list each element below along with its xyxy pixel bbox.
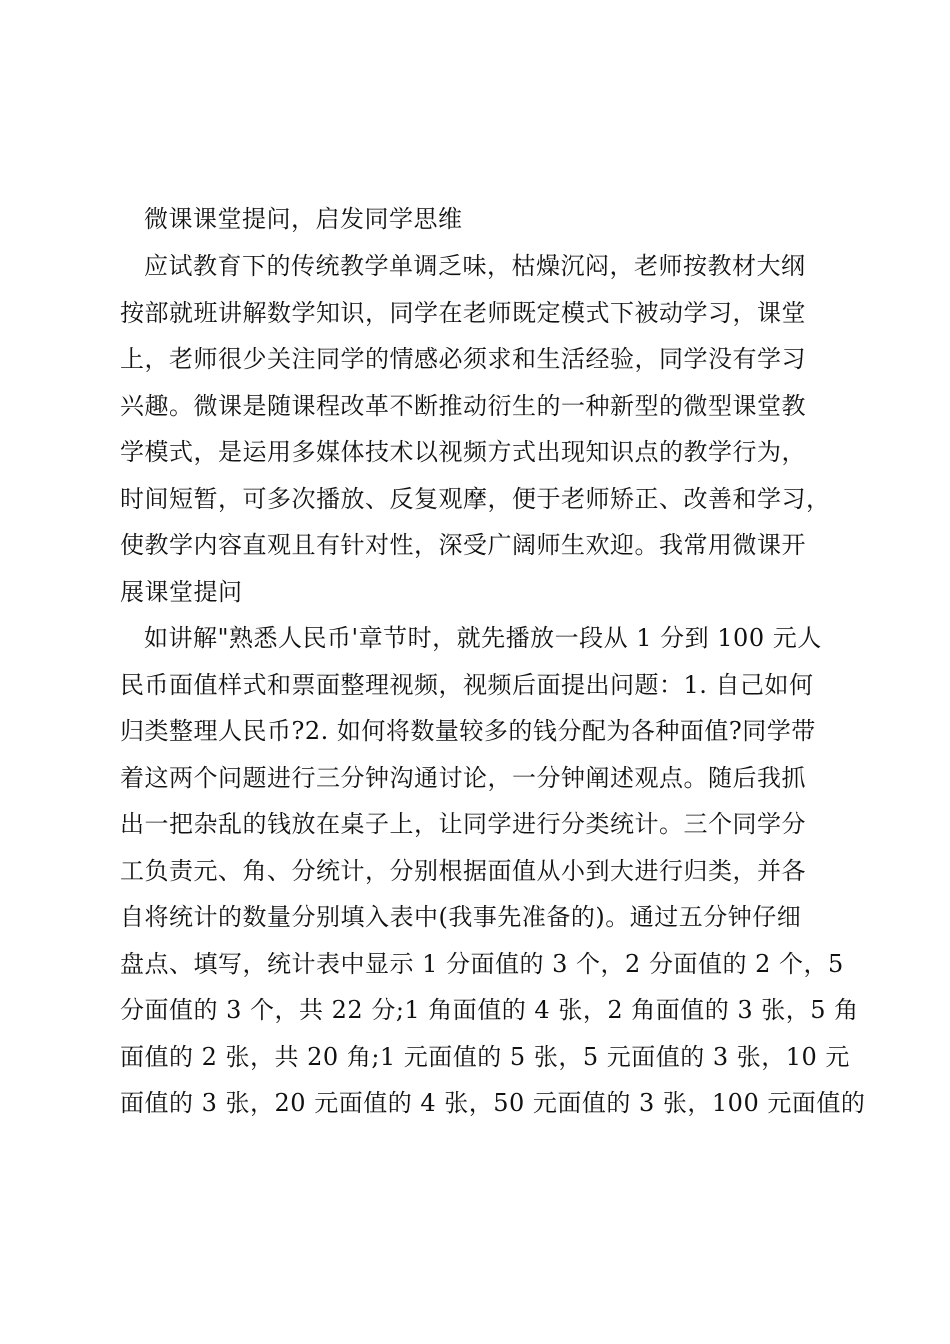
paragraph-line: 面值的 2 张，共 20 角;1 元面值的 5 张，5 元面值的 3 张，10 元 — [120, 1042, 850, 1071]
paragraph-line: 应试教育下的传统教学单调乏味，枯燥沉闷，老师按教材大纲 — [144, 252, 806, 280]
paragraph-line: 兴趣。微课是随课程改革不断推动衍生的一种新型的微型课堂教 — [120, 391, 806, 420]
paragraph-line: 盘点、填写，统计表中显示 1 分面值的 3 个，2 分面值的 2 个，5 — [120, 949, 844, 978]
paragraph-1 — [120, 243, 832, 615]
section-heading: 微课课堂提问，启发同学思维 — [144, 205, 463, 233]
paragraph-line: 归类整理人民币?2. 如何将数量较多的钱分配为各种面值?同学带 — [120, 717, 816, 745]
paragraph-line: 出一把杂乱的钱放在桌子上，让同学进行分类统计。三个同学分 — [120, 810, 806, 838]
paragraph-line: 展课堂提问 — [120, 577, 243, 606]
paragraph-line: 工负责元、角、分统计，分别根据面值从小到大进行归类，并各 — [120, 856, 806, 885]
paragraph-line: 时间短暂，可多次播放、反复观摩，便于老师矫正、改善和学习， — [120, 484, 831, 513]
paragraph-line: 上，老师很少关注同学的情感必须求和生活经验，同学没有学习 — [120, 345, 806, 373]
paragraph-line: 民币面值样式和票面整理视频，视频后面提出问题：1. 自己如何 — [120, 670, 814, 699]
paragraph-line: 面值的 3 张，20 元面值的 4 张，50 元面值的 3 张，100 元面值的 — [120, 1089, 866, 1117]
paragraph-line: 着这两个问题进行三分钟沟通讨论，一分钟阐述观点。随后我抓 — [120, 763, 806, 792]
paragraph-line: 自将统计的数量分别填入表中(我事先准备的)。通过五分钟仔细 — [120, 903, 802, 931]
paragraph-line: 使教学内容直观且有针对性，深受广阔师生欢迎。我常用微课开 — [120, 531, 806, 559]
paragraph-line: 按部就班讲解数学知识，同学在老师既定模式下被动学习，课堂 — [120, 298, 806, 327]
paragraph-line: 学模式，是运用多媒体技术以视频方式出现知识点的教学行为， — [120, 438, 806, 466]
paragraph-line: 如讲解"熟悉人民币'章节时，就先播放一段从 1 分到 100 元人 — [144, 624, 822, 652]
paragraph-line: 分面值的 3 个，共 22 分;1 角面值的 4 张，2 角面值的 3 张，5 角 — [120, 996, 859, 1024]
paragraph-2 — [120, 615, 866, 1127]
